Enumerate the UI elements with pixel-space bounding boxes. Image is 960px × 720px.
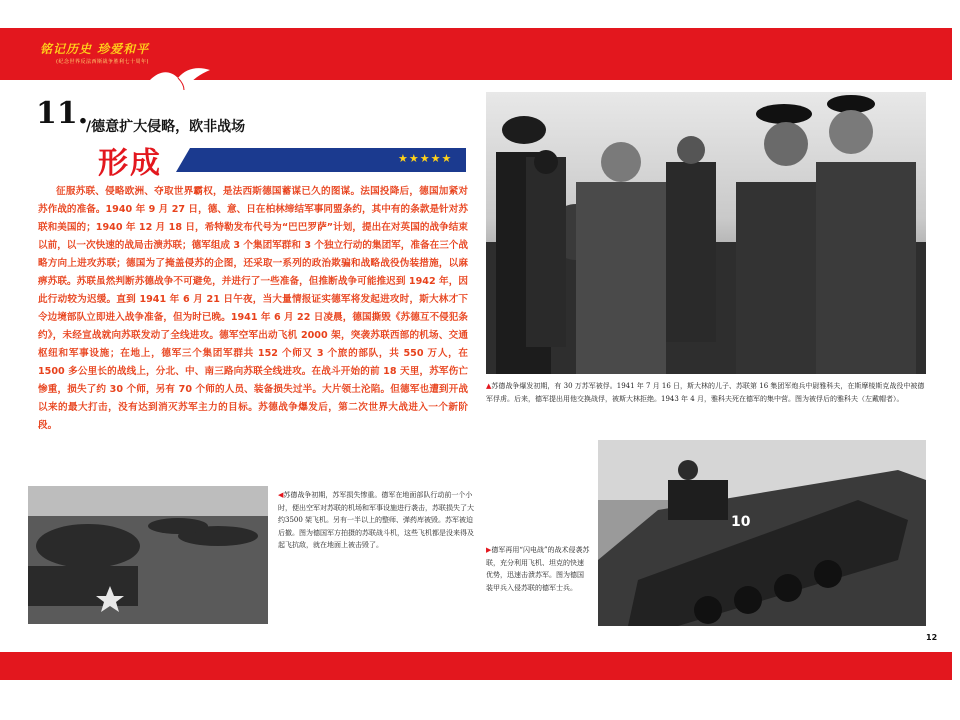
section-title-big: 形成 (98, 146, 162, 181)
bottom-banner (0, 652, 952, 680)
photo-destroyed-aircraft (28, 486, 268, 624)
caption-top-right: ▲苏德战争爆发初期，有 30 万苏军被俘。1941 年 7 月 16 日，斯大林的儿子、苏联第 16 集团军炮兵中尉雅科夫，在斯摩棱斯克战役中被德军俘虏。后来，德军提出用他交换战俘，被斯大林拒绝。1943 年 4 月，雅科夫死在德军的集中营。图为被俘后的雅科夫（左戴帽者）。 (486, 382, 925, 403)
dove-icon (148, 64, 212, 94)
header-slogan-sub: (纪念世界反法西斯战争胜利七十周年) (56, 59, 149, 65)
header-slogan: 铭记历史 珍爱和平 (40, 42, 150, 56)
section-title: /德意扩大侵略，欧非战场 (86, 119, 246, 135)
tank-number: 10 (731, 514, 751, 530)
section-number: 11. (36, 96, 89, 131)
photo-tank (598, 440, 926, 626)
photo-officers (486, 92, 926, 374)
caption-bottom-left: ◀苏德战争初期，苏军损失惨重。德军在地面部队行动前一个小时，便出空军对苏联的机场和军事设施进行袭击，苏联损失了大约3500 架飞机。另有一半以上的整师、弹药库被毁。苏军被迫后撤。图为德国军方拍摄的苏联战斗机，这些飞机都是没来得及起飞抗敌，就在地面上被击毁了。 (278, 491, 474, 549)
rating-stars: ★★★★★ (398, 152, 453, 165)
top-banner (0, 28, 952, 80)
body-text: 征服苏联、侵略欧洲、夺取世界霸权，是法西斯德国蓄谋已久的图谋。法国投降后，德国加紧对苏作战的准备。1940 年 9 月 27 日，德、意、日在柏林缔结军事同盟条约，其中有的条款是针对苏联和美国的；1940 年 12 月 18 日，希特勒发布代号为“巴巴罗萨”计划，提出在对英国的战争结束以前，以一次快速的战局击溃苏联；德军组成 3 个集团军群和 3 个独立行动的集团军，准备在三个战略方向上进攻苏联；德国为了掩盖侵苏的企图，还采取一系列的政治欺骗和战略战役伪装措施，以麻痹苏联。苏联虽然判断苏德战争不可避免，并进行了一些准备，但推断战争可能推迟到 1942 年，因此行动较为迟缓。直到 1941 年 6 月 21 日午夜，当大量情报证实德军将发起进攻时，斯大林才下令边境部队立即进入战争准备，但为时已晚。1941 年 6 月 22 日凌晨，德国撕毁《苏德互不侵犯条约》，未经宣战就向苏联发动了全线进攻。德军空军出动飞机 2000 架，突袭苏联西部的机场、交通枢纽和军事设施；在地上，德军三个集团军群共 152 个师又 3 个旅的部队，共 550 万人，在 1500 多公里长的战线上，分北、中、南三路向苏联全线进攻。在战斗开始的前 18 天里，苏军伤亡惨重，损失了约 30 个师，另有 70 个师的人员、装备损失过半。大片领土沦陷。但德军也遭到开战以来的最大打击，没有达到消灭苏军主力的目标。苏德战争爆发后，第二次世界大战进入一个新阶段。 (38, 186, 468, 431)
page-number: 12 (926, 633, 938, 642)
caption-bottom-right: ▶德军再用“闪电战”的战术侵袭苏联，充分利用飞机、坦克的快速优势，迅速击溃苏军。图为德国装甲兵入侵苏联的德军士兵。 (486, 546, 590, 592)
